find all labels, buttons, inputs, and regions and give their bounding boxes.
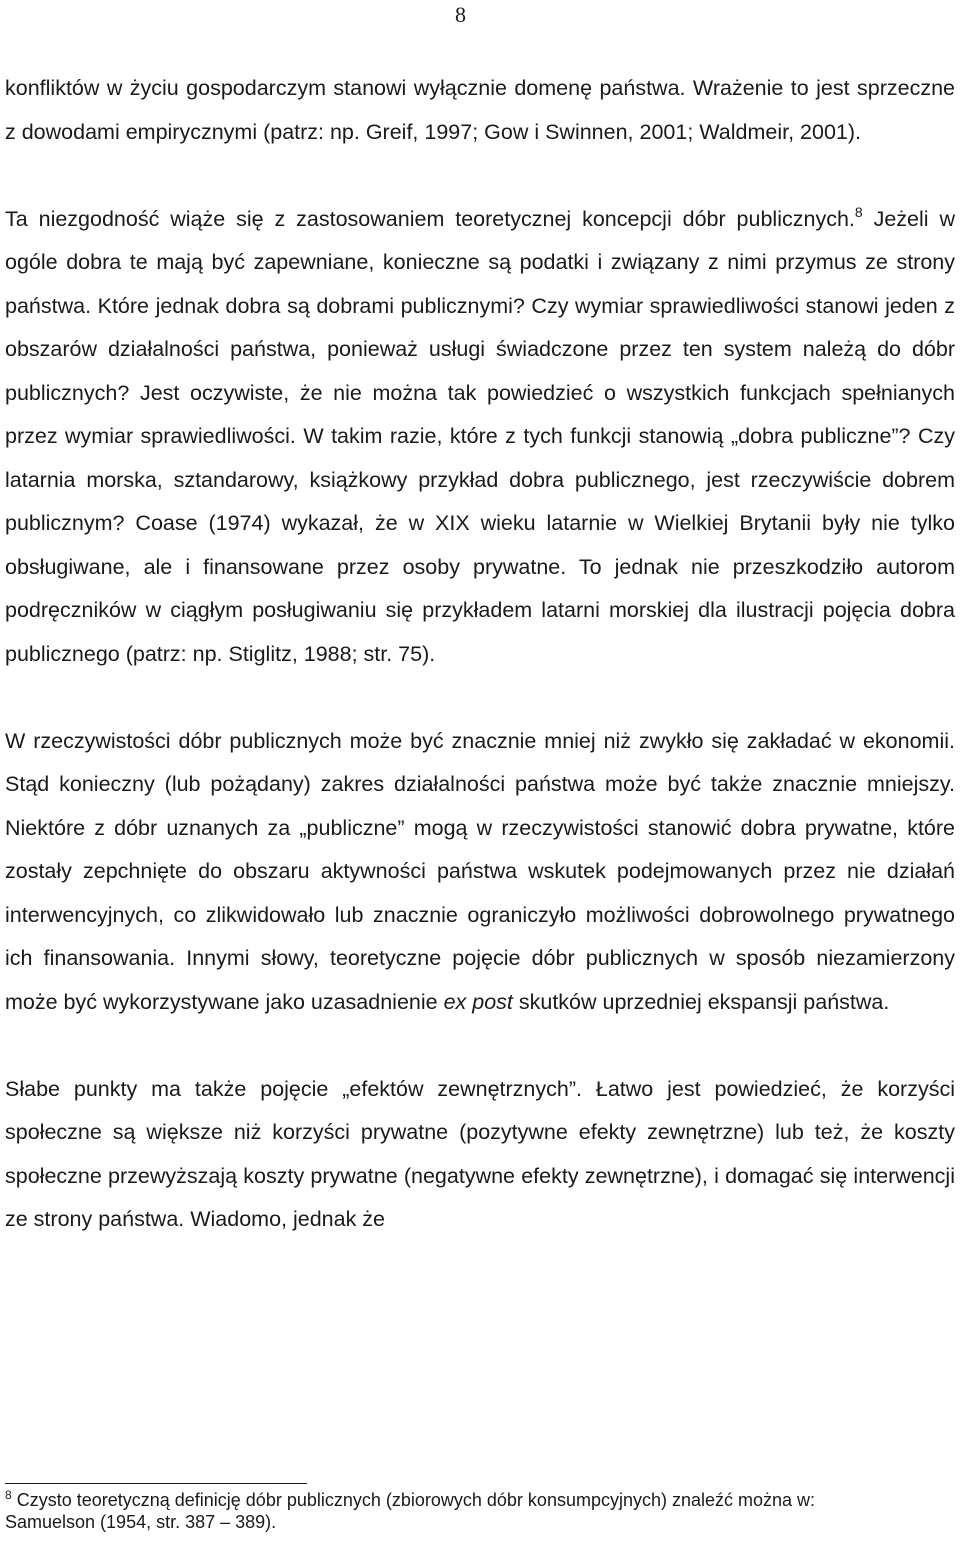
footnote-line-2: Samuelson (1954, str. 387 – 389). (5, 1512, 277, 1532)
paragraph-1 (5, 67, 955, 154)
paragraph-2 (5, 198, 955, 677)
paragraph-3 (5, 720, 955, 1025)
footnote-mark: 8 (5, 1488, 12, 1502)
paragraph-1-text: konfliktów w życiu gospodarczym stanowi wyłącznie domenę państwa. Wrażenie to jest sprzeczne z dowodami empirycznymi (patrz: np. Greif, 1997; Gow i Swinnen, 2001; Waldmeir, 2001). (5, 76, 955, 144)
latin-phrase-ex-post: ex post (443, 989, 513, 1014)
paragraph-3-text-end: skutków uprzedniej ekspansji państwa. (512, 989, 890, 1014)
body-text (5, 67, 955, 1242)
paragraph-3-text-start: W rzeczywistości dóbr publicznych może być znacznie mniej niż zwykło się zakładać w ekonomii. Stąd konieczny (lub pożądany) zakres działalności państwa może być także znacznie mniejszy. Niektóre z dóbr uznanych za „publiczne” mogą w rzeczywistości stanowić dobra prywatne, które zostały zepchnięte do obszaru aktywności państwa wskutek podejmowanych przez nie działań interwencyjnych, co zlikwidowało lub znacznie ograniczyło możliwości dobrowolnego prywatnego ich finansowania. Innymi słowy, teoretyczne pojęcie dóbr publicznych w sposób niezamierzony może być wykorzystywane jako uzasadnienie (5, 728, 955, 1014)
paragraph-2-text-start: Ta niezgodność wiąże się z zastosowaniem teoretycznej koncepcji dóbr publicznych. (5, 206, 855, 231)
footnote-text-1: Czysto teoretyczną definicję dóbr publicznych (zbiorowych dóbr konsumpcyjnych) znaleźć można w: (11, 1490, 816, 1510)
footnote-line-1 (5, 1489, 960, 1511)
footnote-separator (5, 1483, 307, 1484)
paragraph-4 (5, 1068, 955, 1242)
footnote-8 (5, 1489, 960, 1533)
paragraph-2-text-rest: Jeżeli w ogóle dobra te mają być zapewniane, konieczne są podatki i związany z nimi przymus ze strony państwa. Które jednak dobra są dobrami publicznymi? Czy wymiar sprawiedliwości stanowi jeden z obszarów działalności państwa, ponieważ usługi świadczone przez ten system należą do dóbr publicznych? Jest oczywiste, że nie można tak powiedzieć o wszystkich funkcjach spełnianych przez wymiar sprawiedliwości. W takim razie, które z tych funkcji stanowią „dobra publiczne”? Czy latarnia morska, sztandarowy, książkowy przykład dobra publicznego, jest rzeczywiście dobrem publicznym? Coase (1974) wykazał, że w XIX wieku latarnie w Wielkiej Brytanii były nie tylko obsługiwane, ale i finansowane przez osoby prywatne. To jednak nie przeszkodziło autorom podręczników w ciągłym posługiwaniu się przykładem latarni morskiej dla ilustracji pojęcia dobra publicznego (patrz: np. Stiglitz, 1988; str. 75). (5, 206, 955, 666)
paragraph-4-text: Słabe punkty ma także pojęcie „efektów zewnętrznych”. Łatwo jest powiedzieć, że korzyści społeczne są większe niż korzyści prywatne (pozytywne efekty zewnętrzne) lub też, że koszty społeczne przewyższają koszty prywatne (negatywne efekty zewnętrzne), i domagać się interwencji ze strony państwa. Wiadomo, jednak że (5, 1076, 955, 1231)
footnote-reference-8[interactable]: 8 (854, 203, 863, 220)
page-number: 8 (455, 2, 466, 27)
